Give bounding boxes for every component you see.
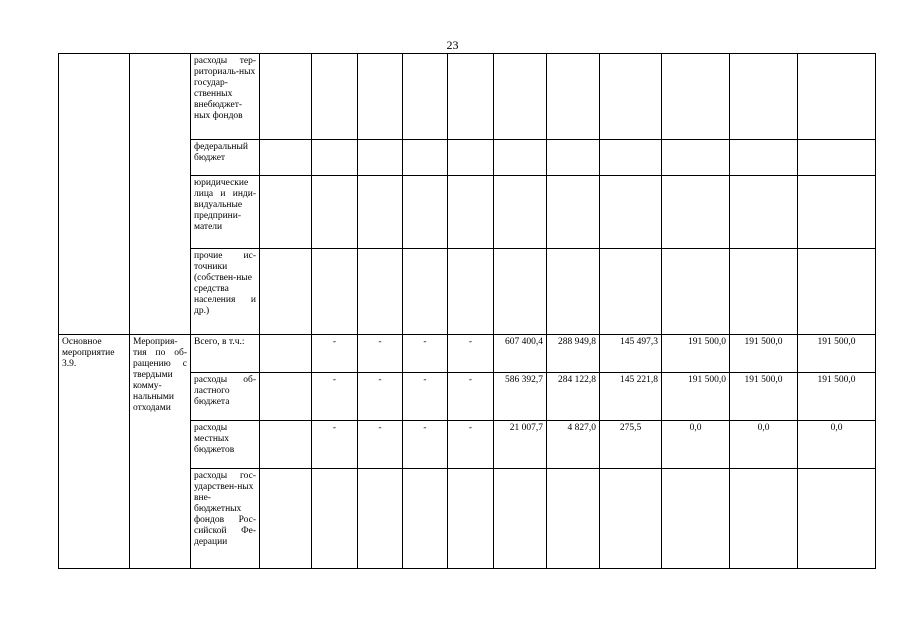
value-cell: - bbox=[312, 421, 358, 469]
value-cell: - bbox=[403, 421, 448, 469]
value-cell: 191 500,0 bbox=[662, 373, 730, 421]
funding-source-label: юридические лица и инди-видуальные предприни-матели bbox=[191, 176, 260, 249]
page-number: 23 bbox=[446, 38, 459, 52]
table-row bbox=[59, 335, 876, 373]
value-cell: 21 007,7 bbox=[494, 421, 547, 469]
value-cell: - bbox=[403, 373, 448, 421]
value-cell: 275,5 bbox=[600, 421, 662, 469]
value-cell: 191 500,0 bbox=[798, 335, 876, 373]
value-cell: 586 392,7 bbox=[494, 373, 547, 421]
funding-source-label: расходы об-ластного бюджета bbox=[191, 373, 260, 421]
value-cell: - bbox=[358, 335, 403, 373]
value-cell: 0,0 bbox=[662, 421, 730, 469]
value-cell: 145 497,3 bbox=[600, 335, 662, 373]
value-cell: 191 500,0 bbox=[798, 373, 876, 421]
value-cell: - bbox=[358, 373, 403, 421]
funding-source-label: расходы местных бюджетов bbox=[191, 421, 260, 469]
value-cell: - bbox=[448, 335, 494, 373]
value-cell: 191 500,0 bbox=[662, 335, 730, 373]
value-cell: 0,0 bbox=[798, 421, 876, 469]
activity-number: Основное мероприятие 3.9. bbox=[59, 335, 130, 569]
value-cell: 288 949,8 bbox=[547, 335, 600, 373]
activity-description-cell-prev bbox=[130, 54, 191, 335]
activity-description: Мероприя-тия по об-ращению с твердыми комму-нальными отходами bbox=[130, 335, 191, 569]
value-cell: - bbox=[403, 335, 448, 373]
value-cell: 607 400,4 bbox=[494, 335, 547, 373]
value-cell: 191 500,0 bbox=[730, 373, 798, 421]
value-cell: 191 500,0 bbox=[730, 335, 798, 373]
value-cell: 0,0 bbox=[730, 421, 798, 469]
funding-source-label: Всего, в т.ч.: bbox=[191, 335, 260, 373]
funding-source-label: расходы тер-риториаль-ных государ-ственных внебюджет-ных фондов bbox=[191, 54, 260, 140]
value-cell: - bbox=[448, 421, 494, 469]
funding-source-label: федеральный бюджет bbox=[191, 140, 260, 176]
value-cell: 145 221,8 bbox=[600, 373, 662, 421]
budget-table bbox=[58, 53, 876, 569]
activity-number-cell-prev bbox=[59, 54, 130, 335]
value-cell: - bbox=[358, 421, 403, 469]
table-row bbox=[59, 54, 876, 140]
funding-source-label: расходы гос-ударствен-ных вне-бюджетных фондов Рос-сийской Фе-дерации bbox=[191, 469, 260, 569]
value-cell: - bbox=[448, 373, 494, 421]
funding-source-label: прочие ис-точники (собствен-ные средства населения и др.) bbox=[191, 249, 260, 335]
value-cell: 284 122,8 bbox=[547, 373, 600, 421]
value-cell: 4 827,0 bbox=[547, 421, 600, 469]
value-cell: - bbox=[312, 373, 358, 421]
value-cell: - bbox=[312, 335, 358, 373]
